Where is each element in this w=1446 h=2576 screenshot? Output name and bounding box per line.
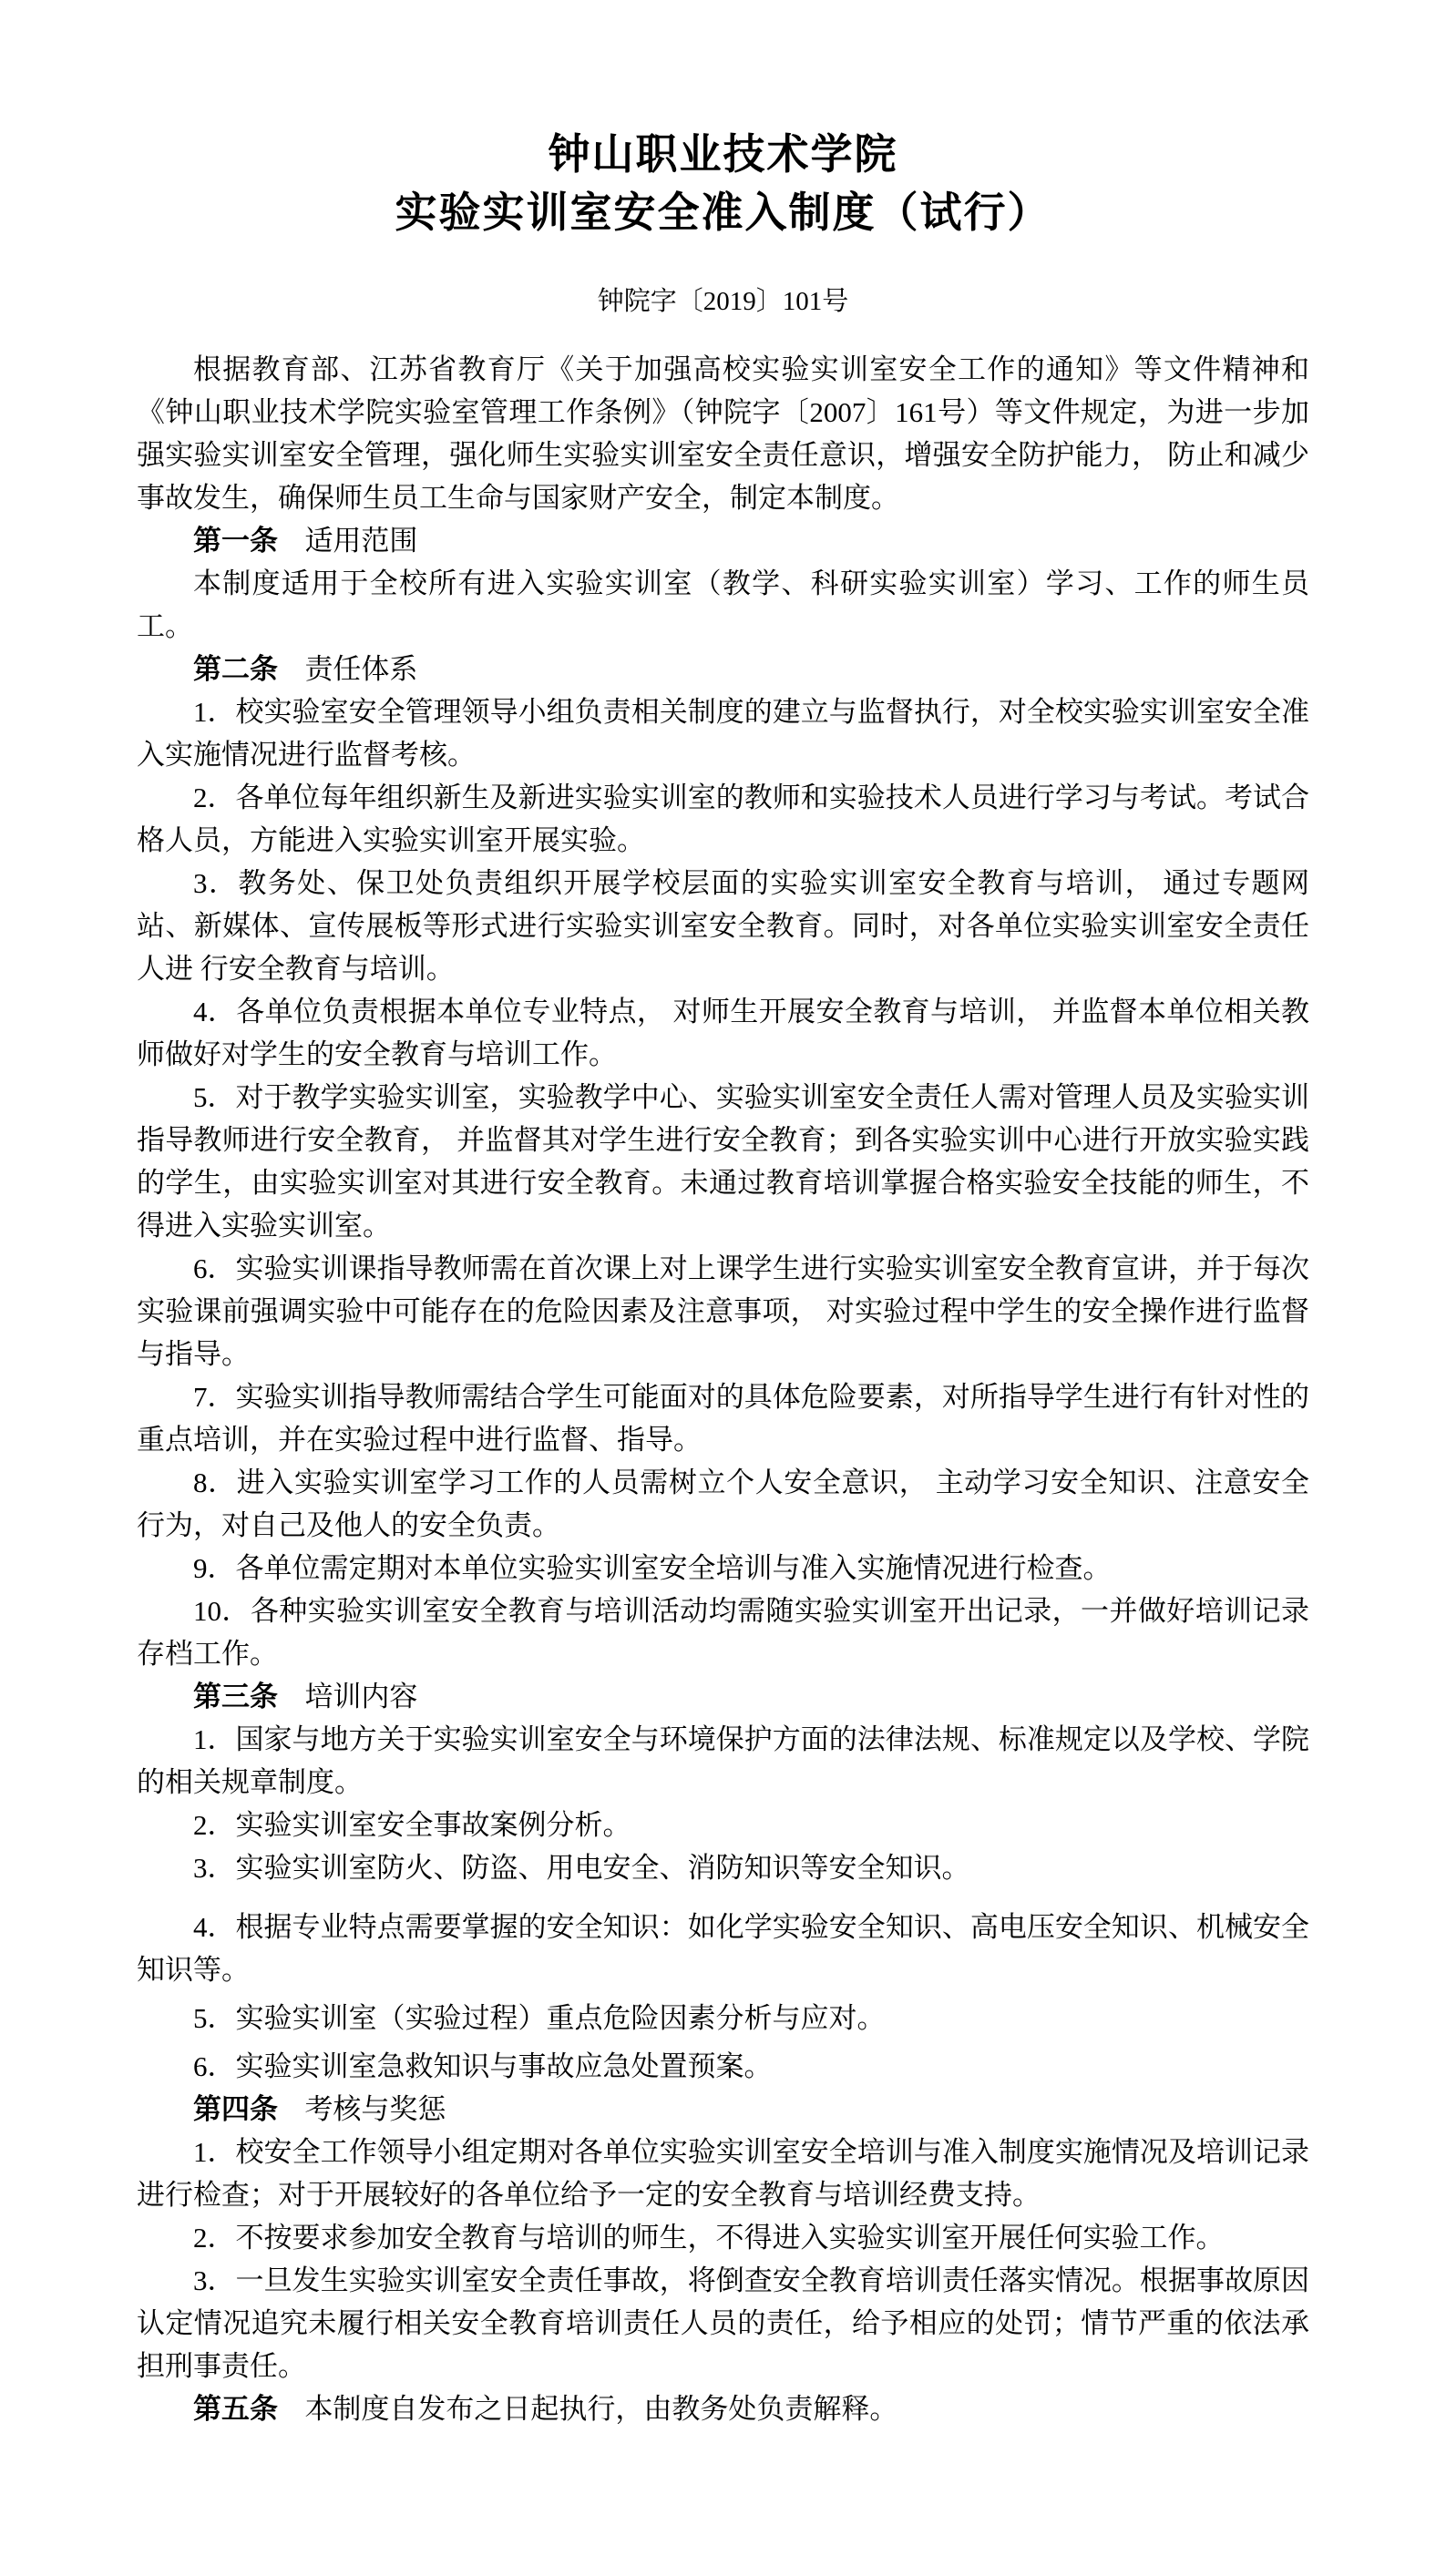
- section-1-title: 适用范围: [304, 525, 418, 557]
- section-2-item: 10．各种实验实训室安全教育与培训活动均需随实验实训室开出记录，一并做好培训记录存档工作。: [137, 1595, 1309, 1670]
- section-3-item: 4．根据专业特点需要掌握的安全知识：如化学实验安全知识、高电压安全知识、机械安全知识等。: [137, 1911, 1309, 1986]
- section-2-item: 2．各单位每年组织新生及新进实验实训室的教师和实验技术人员进行学习与考试。考试合格人员，方能进入实验实训室开展实验。: [137, 782, 1309, 856]
- section-4-item: 1．校安全工作领导小组定期对各单位实验实训室安全培训与准入制度实施情况及培训记录进行检查；对于开展较好的各单位给予一定的安全教育与培训经费支持。: [137, 2136, 1309, 2211]
- section-1-label: 第一条: [193, 525, 278, 557]
- section-4-item: 2．不按要求参加安全教育与培训的师生，不得进入实验实训室开展任何实验工作。: [193, 2222, 1225, 2254]
- section-3-item: 3．实验实训室防火、防盗、用电安全、消防知识等安全知识。: [193, 1852, 970, 1884]
- section-2-item: 1．校实验室安全管理领导小组负责相关制度的建立与监督执行，对全校实验实训室安全准入实施情况进行监督考核。: [137, 696, 1309, 771]
- section-2-title: 责任体系: [304, 653, 418, 685]
- doc-title-line1: 钟山职业技术学院: [548, 131, 898, 178]
- section-4-heading: [137, 2088, 1309, 2131]
- section-3-label: 第三条: [193, 1681, 278, 1712]
- section-2-item: 4．各单位负责根据本单位专业特点， 对师生开展安全教育与培训， 并监督本单位相关教师做好对学生的安全教育与培训工作。: [137, 996, 1309, 1070]
- doc-title-line2: 实验实训室安全准入制度（试行）: [395, 189, 1051, 236]
- section-3-item: 1．国家与地方关于实验实训室安全与环境保护方面的法律法规、标准规定以及学校、学院的相关规章制度。: [137, 1723, 1309, 1798]
- doc-body: [137, 348, 1309, 2430]
- section-3-heading: [137, 1675, 1309, 1718]
- section-4-item: 3．一旦发生实验实训室安全责任事故，将倒查安全教育培训责任落实情况。根据事故原因认定情况追究未履行相关安全教育培训责任人员的责任，给予相应的处罚；情节严重的依法承担刑事责任。: [137, 2264, 1309, 2382]
- section-2-item: 7．实验实训指导教师需结合学生可能面对的具体危险要素，对所指导学生进行有针对性的重点培训，并在实验过程中进行监督、指导。: [137, 1381, 1309, 1456]
- section-2-item: 3．教务处、保卫处负责组织开展学校层面的实验实训室安全教育与培训， 通过专题网站、新媒体、宣传展板等形式进行实验实训室安全教育。同时，对各单位实验实训室安全责任人进 行安全教育与培训。: [137, 867, 1309, 985]
- section-5-text: 本制度自发布之日起执行，由教务处负责解释。: [304, 2393, 898, 2425]
- section-3-item: 6．实验实训室急救知识与事故应急处置预案。: [193, 2050, 773, 2082]
- section-1-heading: [137, 519, 1309, 562]
- section-2-item: 9．各单位需定期对本单位实验实训室安全培训与准入实施情况进行检查。: [193, 1552, 1112, 1584]
- doc-number: 钟院字〔2019〕101号: [597, 287, 849, 316]
- section-2-heading: [137, 648, 1309, 690]
- section-2-item: 8．进入实验实训室学习工作的人员需树立个人安全意识， 主动学习安全知识、注意安全行为，对自己及他人的安全负责。: [137, 1467, 1309, 1541]
- section-3-title: 培训内容: [304, 1681, 418, 1712]
- section-4-title: 考核与奖惩: [304, 2093, 446, 2125]
- section-1-item: 本制度适用于全校所有进入实验实训室（教学、科研实验实训室）学习、工作的师生员工。: [137, 567, 1309, 642]
- section-2-item: 6．实验实训课指导教师需在首次课上对上课学生进行实验实训室安全教育宣讲，并于每次实验课前强调实验中可能存在的危险因素及注意事项， 对实验过程中学生的安全操作进行监督与指导。: [137, 1252, 1309, 1370]
- intro-paragraph: 根据教育部、江苏省教育厅《关于加强高校实验实训室安全工作的通知》等文件精神和《钟山职业技术学院实验室管理工作条例》（钟院字〔2007〕161号）等文件规定，为进一步加强实验实训室安全管理，强化师生实验实训室安全责任意识，增强安全防护能力， 防止和减少事故发生，确保师生员工生命与国家财产安全，制定本制度。: [137, 353, 1309, 514]
- section-2-item: 5．对于教学实验实训室，实验教学中心、实验实训室安全责任人需对管理人员及实验实训指导教师进行安全教育， 并监督其对学生进行安全教育；到各实验实训中心进行开放实验实践的学生，由实验实训室对其进行安全教育。未通过教育培训掌握合格实验安全技能的师生，不得进入实验实训室。: [137, 1081, 1309, 1242]
- section-3-item: 2．实验实训室安全事故案例分析。: [193, 1809, 631, 1841]
- section-4-label: 第四条: [193, 2093, 278, 2125]
- section-3-item: 5．实验实训室（实验过程）重点危险因素分析与应对。: [193, 2002, 886, 2034]
- section-5-heading: [137, 2387, 1309, 2430]
- section-2-label: 第二条: [193, 653, 278, 685]
- section-5-label: 第五条: [193, 2393, 278, 2425]
